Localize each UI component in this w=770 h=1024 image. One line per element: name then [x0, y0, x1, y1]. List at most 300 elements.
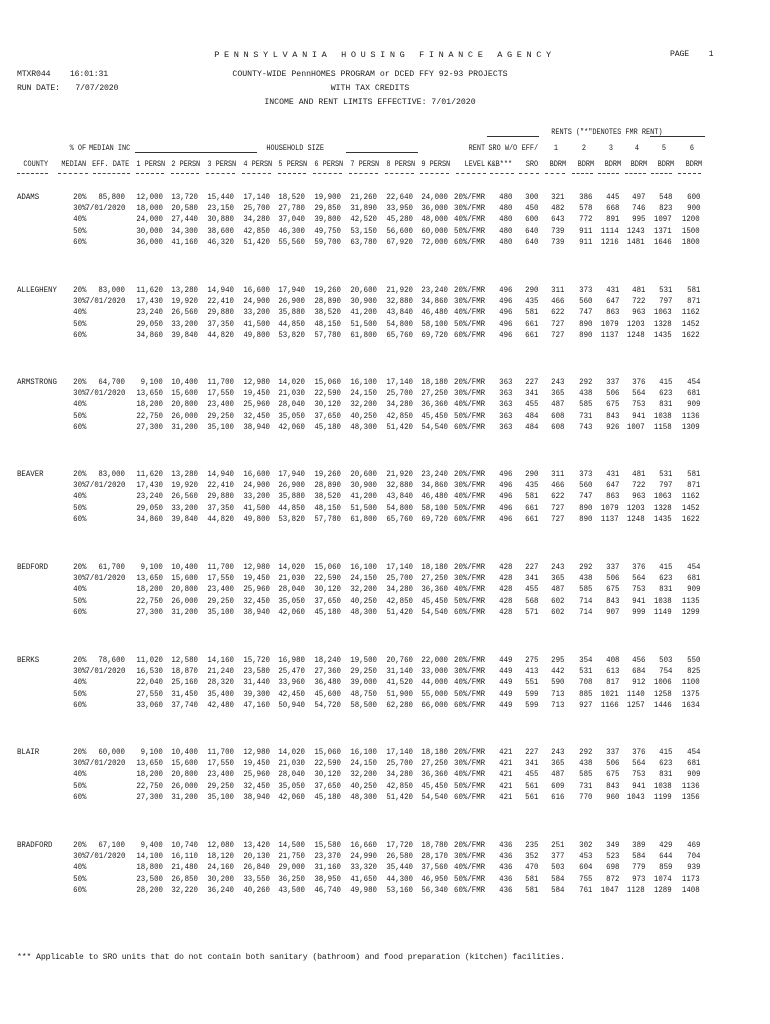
pct-of-median: 30% [72, 296, 86, 307]
income-limit: 36,360 [421, 584, 448, 595]
bdrm-rent: 859 [658, 862, 672, 873]
income-limit: 24,000 [136, 214, 163, 225]
income-limit: 31,440 [243, 677, 270, 688]
bdrm-rent: 960 [605, 791, 619, 802]
income-limit: 35,100 [207, 791, 234, 802]
bdrm-rent: 871 [686, 296, 700, 307]
income-limit: 25,700 [386, 758, 413, 769]
income-limit: 17,140 [386, 377, 413, 387]
bdrm-rent: 456 [631, 655, 645, 665]
bdrm-rent: 311 [550, 285, 564, 295]
sro-wo-kb-header: K&B*** [487, 159, 512, 169]
rent-level: 20%/FMR [453, 377, 485, 387]
bdrm-rent: 727 [550, 318, 564, 329]
income-limit: 23,370 [314, 851, 341, 862]
income-limit: 46,480 [421, 307, 448, 318]
income-limit: 44,850 [278, 318, 305, 329]
income-limit: 38,520 [314, 491, 341, 502]
income-limit: 18,200 [136, 584, 163, 595]
county-block [0, 654, 770, 724]
rent-level: 60%/FMR [453, 606, 485, 617]
header-separator [490, 173, 514, 175]
income-limit: 45,450 [421, 595, 448, 606]
bdrm-rent: 623 [658, 388, 672, 399]
bdrm-rent: 963 [631, 491, 645, 502]
bdrm-rent: 644 [658, 851, 672, 862]
eff-sro-rent: 227 [524, 747, 538, 757]
income-limit: 45,450 [421, 410, 448, 421]
income-limit: 9,100 [140, 377, 163, 387]
table-row [0, 236, 770, 247]
sro-wo-kb-rent: 496 [498, 307, 512, 318]
table-row [0, 873, 770, 884]
title-line-2: WITH TAX CREDITS [330, 84, 410, 93]
table-row [0, 861, 770, 872]
bdrm-rent: 1135 [682, 595, 700, 606]
income-limit: 12,980 [243, 747, 270, 757]
header-separator [136, 173, 164, 175]
bdrm-rent: 487 [550, 769, 564, 780]
pct-of-median: 40% [72, 307, 86, 318]
income-limit: 10,400 [171, 377, 198, 387]
income-limit: 59,700 [314, 236, 341, 247]
bdrm-rent: 1128 [627, 884, 645, 895]
county-name: BEDFORD [17, 562, 49, 572]
income-limit: 14,940 [207, 285, 234, 295]
bdrm-rent: 817 [605, 677, 619, 688]
income-limit: 15,720 [243, 655, 270, 665]
bdrm-rent: 1158 [654, 421, 672, 432]
income-limit: 32,450 [243, 410, 270, 421]
income-limit: 27,360 [314, 666, 341, 677]
eff-sro-rent: 341 [524, 573, 538, 584]
header-separator [385, 173, 414, 175]
income-limit: 19,920 [171, 480, 198, 491]
bdrm-rent: 743 [578, 421, 592, 432]
sro-wo-kb-rent: 436 [498, 840, 512, 850]
pct-of-median: 30% [72, 480, 86, 491]
bdrm-rent: 731 [578, 410, 592, 421]
bdrm-rent: 999 [631, 606, 645, 617]
rent-level: 30%/FMR [453, 573, 485, 584]
income-limit: 24,160 [207, 862, 234, 873]
income-limit: 33,320 [350, 862, 377, 873]
county-name: ARMSTRONG [17, 377, 57, 387]
bdrm-rent: 863 [605, 491, 619, 502]
pct-of-median: 30% [72, 573, 86, 584]
income-limit: 34,860 [421, 296, 448, 307]
bdrm-rent: 885 [578, 688, 592, 699]
bdrm-rent: 843 [605, 780, 619, 791]
bdrm-rent: 469 [686, 840, 700, 850]
bdrm-rent: 376 [631, 562, 645, 572]
income-limit: 11,700 [207, 747, 234, 757]
eff-sro-rent: 470 [524, 862, 538, 873]
bdrm-rent: 1356 [682, 791, 700, 802]
eff-sro-rent: 413 [524, 666, 538, 677]
eff-date: 7/01/2020 [85, 203, 125, 214]
table-row [0, 295, 770, 306]
table-row [0, 202, 770, 213]
income-limit: 34,280 [386, 399, 413, 410]
bdrm-rent: 581 [686, 285, 700, 295]
income-limit: 14,160 [207, 655, 234, 665]
bdrm-rent: 616 [550, 791, 564, 802]
bdrm-rent: 376 [631, 377, 645, 387]
income-limit: 22,750 [136, 780, 163, 791]
income-limit: 24,900 [243, 296, 270, 307]
bdrm-rent: 754 [658, 666, 672, 677]
bdrm-rent: 823 [658, 203, 672, 214]
income-limit: 36,360 [421, 769, 448, 780]
table-row [0, 468, 770, 479]
table-row [0, 757, 770, 768]
county-block [0, 376, 770, 446]
income-limit: 17,940 [278, 285, 305, 295]
rents-banner: RENTS ("*"DENOTES FMR RENT) [551, 127, 663, 137]
county-name: ALLEGHENY [17, 285, 57, 295]
income-limit: 33,950 [386, 203, 413, 214]
income-limit: 36,250 [278, 873, 305, 884]
rent-level: 30%/FMR [453, 480, 485, 491]
report-id: MTXR044 [17, 70, 51, 79]
pct-of-median: 20% [72, 285, 86, 295]
bdrm-rent: 739 [550, 225, 564, 236]
bdrm-rent: 907 [605, 606, 619, 617]
bdrm-rent: 941 [631, 410, 645, 421]
header-separator [651, 173, 672, 175]
bdrm-number-header: 6 [689, 143, 694, 153]
income-limit: 44,850 [278, 502, 305, 513]
income-limit: 42,850 [243, 225, 270, 236]
income-limit: 17,550 [207, 388, 234, 399]
income-limit: 18,200 [136, 399, 163, 410]
bdrm-rent: 909 [686, 584, 700, 595]
income-limit: 30,900 [350, 296, 377, 307]
income-limit: 61,800 [350, 329, 377, 340]
sro-wo-kb-rent: 363 [498, 421, 512, 432]
income-limit: 25,470 [278, 666, 305, 677]
median-income: 64,700 [98, 377, 125, 387]
income-limit: 40,250 [350, 780, 377, 791]
pct-of-median: 40% [72, 214, 86, 225]
eff-sro-rent: 599 [524, 688, 538, 699]
bdrm-rent: 622 [550, 307, 564, 318]
table-row [0, 513, 770, 524]
income-limit: 54,540 [421, 791, 448, 802]
rent-level: 30%/FMR [453, 388, 485, 399]
bdrm-rent: 337 [605, 377, 619, 387]
income-limit: 26,580 [386, 851, 413, 862]
bdrm-rent: 1216 [601, 236, 619, 247]
eff-date: 7/01/2020 [85, 758, 125, 769]
pct-of-median: 60% [72, 513, 86, 524]
table-row [0, 284, 770, 295]
income-limit: 28,320 [207, 677, 234, 688]
bdrm-number-header: 5 [661, 143, 666, 153]
bdrm-rent: 373 [578, 285, 592, 295]
bdrm-rent: 622 [550, 491, 564, 502]
median-inc-header: MEDIAN INC [88, 143, 130, 153]
income-limit: 34,860 [421, 480, 448, 491]
income-limit: 15,060 [314, 377, 341, 387]
bdrm-rent: 454 [686, 377, 700, 387]
rent-level: 50%/FMR [453, 410, 485, 421]
sro-wo-kb-rent: 449 [498, 699, 512, 710]
bdrm-rent: 753 [631, 584, 645, 595]
pct-of-median: 40% [72, 769, 86, 780]
eff-sro-rent: 599 [524, 699, 538, 710]
bdrm-rent: 604 [578, 862, 592, 873]
income-limit: 49,800 [243, 329, 270, 340]
bdrm-rent: 713 [550, 688, 564, 699]
bdrm-rent: 911 [578, 225, 592, 236]
median-income: 78,600 [98, 655, 125, 665]
bdrm-rent: 292 [578, 747, 592, 757]
income-limit: 31,140 [386, 666, 413, 677]
income-limit: 40,260 [243, 884, 270, 895]
income-limit: 26,000 [171, 780, 198, 791]
rent-level: 60%/FMR [453, 699, 485, 710]
eff-sro-header: SRO [525, 159, 538, 169]
income-limit: 17,430 [136, 296, 163, 307]
rent-level: 40%/FMR [453, 214, 485, 225]
bdrm-rent: 643 [550, 214, 564, 225]
sro-wo-kb-rent: 480 [498, 214, 512, 225]
eff-sro-rent: 227 [524, 562, 538, 572]
report-time: 16:01:31 [69, 70, 108, 79]
bdrm-rent: 429 [658, 840, 672, 850]
rent-level: 30%/FMR [453, 296, 485, 307]
sro-wo-kb-rent: 496 [498, 285, 512, 295]
income-limit: 33,200 [243, 307, 270, 318]
income-limit: 42,060 [278, 421, 305, 432]
income-limit: 21,030 [278, 758, 305, 769]
bdrm-rent: 602 [550, 606, 564, 617]
pct-of-median: 50% [72, 502, 86, 513]
income-limit: 35,050 [278, 410, 305, 421]
page-number: 1 [708, 50, 714, 59]
income-limit: 50,940 [278, 699, 305, 710]
pct-of-median: 20% [72, 840, 86, 850]
bdrm-rent: 890 [578, 318, 592, 329]
income-limit: 20,580 [171, 203, 198, 214]
rent-level: 50%/FMR [453, 780, 485, 791]
bdrm-rent: 506 [605, 758, 619, 769]
bdrm-rent: 747 [578, 491, 592, 502]
pct-of-median: 50% [72, 873, 86, 884]
bdrm-rent: 1007 [627, 421, 645, 432]
income-limit: 37,740 [171, 699, 198, 710]
eff-sro-rent: 235 [524, 840, 538, 850]
bdrm-number-header: 4 [634, 143, 639, 153]
pct-of-median: 60% [72, 791, 86, 802]
bdrm-rent: 746 [631, 203, 645, 214]
income-limit: 21,030 [278, 573, 305, 584]
eff-sro-rent: 484 [524, 421, 538, 432]
bdrm-rent: 550 [686, 655, 700, 665]
income-limit: 32,200 [350, 769, 377, 780]
pct-of-median: 30% [72, 203, 86, 214]
table-row [0, 502, 770, 513]
bdrm-rent: 377 [550, 851, 564, 862]
bdrm-rent: 523 [605, 851, 619, 862]
bdrm-rent: 531 [658, 469, 672, 479]
table-row [0, 595, 770, 606]
rents-banner-rule [487, 136, 539, 137]
income-limit: 34,860 [136, 513, 163, 524]
pct-of-median: 20% [72, 469, 86, 479]
median-income: 61,700 [98, 562, 125, 572]
rent-level: 60%/FMR [453, 513, 485, 524]
bdrm-rent: 1136 [682, 780, 700, 791]
eff-sro-rent: 640 [524, 225, 538, 236]
income-limit: 19,450 [243, 758, 270, 769]
bdrm-rent: 564 [631, 573, 645, 584]
income-limit: 19,500 [350, 655, 377, 665]
household-size-rule [135, 152, 257, 153]
rent-level: 20%/FMR [453, 285, 485, 295]
eff-sro-rent: 275 [524, 655, 538, 665]
rent-level: 50%/FMR [453, 873, 485, 884]
income-limit: 15,600 [171, 573, 198, 584]
income-limit: 14,500 [278, 840, 305, 850]
bdrm-rent: 302 [578, 840, 592, 850]
income-limit: 23,240 [136, 491, 163, 502]
income-limit: 22,410 [207, 296, 234, 307]
header-separator [242, 173, 271, 175]
income-limit: 41,500 [243, 318, 270, 329]
income-limit: 35,440 [386, 862, 413, 873]
income-limit: 36,240 [207, 884, 234, 895]
bdrm-rent: 481 [631, 469, 645, 479]
income-limit: 35,880 [278, 491, 305, 502]
income-limit: 29,050 [136, 502, 163, 513]
sro-wo-kb-rent: 449 [498, 666, 512, 677]
income-limit: 13,420 [243, 840, 270, 850]
pct-of-median: 40% [72, 584, 86, 595]
eff-sro-rent: 341 [524, 758, 538, 769]
income-limit: 45,600 [314, 688, 341, 699]
bdrm-rent: 797 [658, 480, 672, 491]
income-limit: 38,940 [243, 791, 270, 802]
bdrm-rent: 1375 [682, 688, 700, 699]
bdrm-rent: 1074 [654, 873, 672, 884]
income-limit: 46,480 [421, 491, 448, 502]
bdrm-rent: 354 [578, 655, 592, 665]
county-block [0, 468, 770, 538]
rent-level: 60%/FMR [453, 791, 485, 802]
income-limit: 48,150 [314, 318, 341, 329]
bdrm-rent: 675 [605, 584, 619, 595]
bdrm-rent: 584 [550, 884, 564, 895]
income-limit: 31,200 [171, 606, 198, 617]
income-limit: 38,600 [207, 225, 234, 236]
sro-wo-kb-rent: 449 [498, 688, 512, 699]
bdrm-rent: 292 [578, 377, 592, 387]
rent-level: 30%/FMR [453, 851, 485, 862]
bdrm-rent: 714 [578, 595, 592, 606]
bdrm-rent: 1248 [627, 513, 645, 524]
county-name: ADAMS [17, 192, 40, 202]
bdrm-rent: 747 [578, 307, 592, 318]
bdrm-rent: 755 [578, 873, 592, 884]
bdrm-header: BDRM [577, 159, 594, 169]
table-row [0, 410, 770, 421]
household-size-banner: HOUSEHOLD SIZE [266, 143, 325, 153]
income-limit: 14,020 [278, 747, 305, 757]
table-row [0, 884, 770, 895]
bdrm-rent: 1097 [654, 214, 672, 225]
income-limit: 28,170 [421, 851, 448, 862]
income-limit: 24,150 [350, 388, 377, 399]
household-size-rule [346, 152, 418, 153]
income-limit: 48,300 [350, 421, 377, 432]
income-limit: 15,600 [171, 758, 198, 769]
county-block [0, 191, 770, 261]
income-limit: 32,220 [171, 884, 198, 895]
income-limit: 25,700 [243, 203, 270, 214]
income-limit: 21,920 [386, 285, 413, 295]
sro-wo-kb-rent: 496 [498, 491, 512, 502]
county-name: BEAVER [17, 469, 44, 479]
income-limit: 31,890 [350, 203, 377, 214]
household-size-header: 6 PERSN [314, 159, 343, 169]
sro-wo-kb-rent: 428 [498, 595, 512, 606]
table-row [0, 676, 770, 687]
income-limit: 36,000 [136, 236, 163, 247]
income-limit: 34,300 [171, 225, 198, 236]
income-limit: 13,650 [136, 388, 163, 399]
bdrm-rent: 365 [550, 758, 564, 769]
bdrm-rent: 337 [605, 562, 619, 572]
bdrm-rent: 1136 [682, 410, 700, 421]
header-separator [678, 173, 701, 175]
eff-sro-rent: 227 [524, 377, 538, 387]
income-limit: 31,200 [171, 421, 198, 432]
eff-sro-rent: 661 [524, 318, 538, 329]
income-limit: 11,700 [207, 562, 234, 572]
income-limit: 24,000 [421, 192, 448, 202]
bdrm-number-header: 3 [608, 143, 613, 153]
income-limit: 9,400 [140, 840, 163, 850]
bdrm-rent: 890 [578, 329, 592, 340]
income-limit: 35,100 [207, 606, 234, 617]
header-separator [598, 173, 619, 175]
income-limit: 24,990 [350, 851, 377, 862]
table-row [0, 387, 770, 398]
income-limit: 56,600 [386, 225, 413, 236]
income-limit: 33,200 [243, 491, 270, 502]
eff-sro-rent: 568 [524, 595, 538, 606]
bdrm-rent: 1006 [654, 677, 672, 688]
bdrm-rent: 386 [578, 192, 592, 202]
bdrm-rent: 1452 [682, 318, 700, 329]
income-limit: 27,300 [136, 606, 163, 617]
table-row [0, 490, 770, 501]
income-limit: 46,300 [278, 225, 305, 236]
income-limit: 39,800 [314, 214, 341, 225]
sro-wo-kb-rent: 496 [498, 318, 512, 329]
income-limit: 33,960 [278, 677, 305, 688]
agency-name: PENNSYLVANIA HOUSING FINANCE AGENCY [214, 50, 556, 60]
income-limit: 21,480 [171, 862, 198, 873]
pct-of-median: 60% [72, 421, 86, 432]
eff-date: 7/01/2020 [85, 573, 125, 584]
median-income: 60,000 [98, 747, 125, 757]
pct-of-median: 50% [72, 595, 86, 606]
median-income: 85,800 [98, 192, 125, 202]
